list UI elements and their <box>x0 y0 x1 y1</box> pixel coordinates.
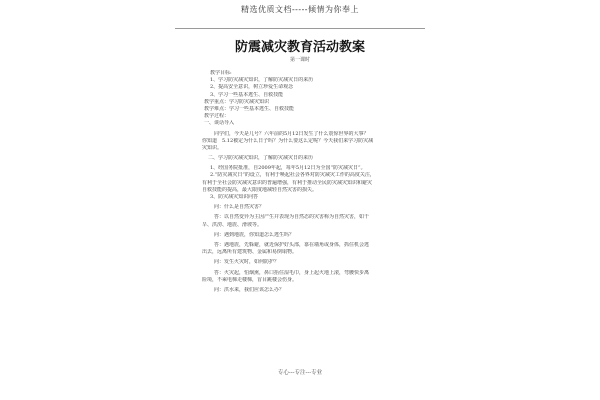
body-line: 有利于全社会防灾减灾意识的普遍增强，有利于推动全民防灾减灾知识和避灾 <box>202 179 373 186</box>
body-line: 3、学习一些基本逃生、自救技能 <box>210 91 284 98</box>
body-line: 险境，不乘电梯走楼梯，盲目跳楼会伤身。 <box>202 276 298 283</box>
body-line: 问：洪水来，我们应该怎么办？ <box>214 286 285 293</box>
body-line: 2.“防灾减灾日”的设立，有利于唤起社会各界对防灾减灾工作的高度关注， <box>210 172 375 179</box>
body-line: 2、提高安全意识，树立珍爱生命观念 <box>210 84 294 91</box>
page-footer: 专心---专注---专业 <box>277 370 323 376</box>
header-banner: 精选优质文档-----倾情为你奉上 <box>240 5 359 14</box>
body-line: 教学目标: <box>210 70 232 76</box>
body-line: 答：以自然变异为主因产生并表现为自然态的灾害称为自然灾害，如干 <box>214 214 370 221</box>
document-subtitle: 第一课时 <box>289 57 310 63</box>
body-line: 你知道 5.12被定为什么日子吗？为什么要这么定呢？今天我们来学习防灾减 <box>202 137 374 144</box>
document-body <box>202 70 417 294</box>
body-line: 1、经国务院批准，自2009年起，每年5月12日为全国“防灾减灾日”。 <box>210 165 366 172</box>
document-title: 防震减灾教育活动教案 <box>234 40 365 55</box>
body-line: 灾知识。 <box>202 144 223 151</box>
body-line: 3、防灾减灾知识问答 <box>210 194 259 200</box>
body-line: 答：遇地震，先躲避，就近保护好头部，靠在墙角或身体，抓住机会逃 <box>214 241 370 248</box>
body-line: 教学难点：学习一些基本逃生、自救技能 <box>204 105 295 112</box>
body-line: 教学过程： <box>204 113 230 120</box>
body-line: 问：发生火灾时，如何防护？ <box>214 259 280 266</box>
body-line: 一、谈话导入 <box>204 120 235 127</box>
body-line: 问：遇到地震，你知道怎么逃生吗？ <box>214 231 295 238</box>
body-line: 答：火灾起，怕烟熏，鼻口捂住湿毛巾，身上起火地上滚，弯腰快步离 <box>214 269 370 276</box>
body-line: 出去，远离所有建筑物、金属和易倒塌物。 <box>202 249 298 256</box>
body-line: 旱、洪涝、地震、滑坡等。 <box>202 221 263 228</box>
body-line: 同学们，今天是几号？六年前的5月12日发生了什么震惊世界的大事？ <box>214 130 369 137</box>
body-line: 1、学习防灾减灾知识，了解防灾减灾日的来历 <box>210 77 314 84</box>
body-line: 自救技能的提高，最大限度地减轻自然灾害的损失。 <box>202 186 318 193</box>
body-line: 教学重点：学习防灾减灾知识 <box>204 98 270 105</box>
header-divider <box>175 28 425 29</box>
body-line: 问：什么是自然灾害？ <box>214 204 265 211</box>
body-line: 二、学习防灾减灾知识，了解防灾减灾日的来历 <box>208 155 314 162</box>
